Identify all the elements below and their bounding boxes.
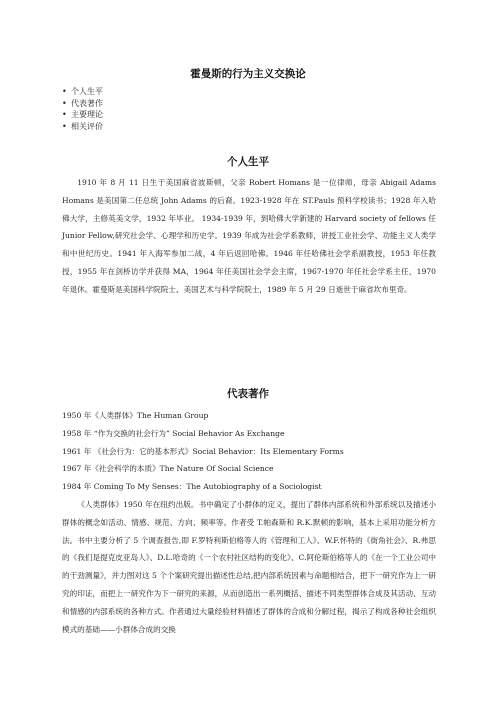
- document-title: 霍曼斯的行为主义交换论: [190, 68, 306, 80]
- toc-item-label: 主要理论: [71, 110, 103, 119]
- bullet-icon: •: [62, 121, 67, 131]
- works-list-item: 1984 年 Coming To My Senses：The Autobiography of a Sociologist: [62, 482, 322, 492]
- works-list-item: 1958 年 “作为交换的社会行为” Social Behavior As Exchange: [62, 428, 285, 438]
- toc-item-theory[interactable]: [62, 109, 103, 121]
- toc-item-works[interactable]: [62, 98, 103, 110]
- works-description-paragraph: 《人类群体》1950 年在纽约出版。书中确定了小群体的定义，提出了群体内部系统和外部系统以及描述小群体的概念如活动、情感、规范、方向、频率等。作者受 T.帕森斯和 R.K.默顿的影响，基本上采用功能分析方法。书中主要分析了 5 个调查报告,即 F.罗特利斯伯格等人的《管理和工人》、W.F.怀特的《街角社会》、R.弗思的《我们是提克皮亚岛人》、D.L.哈奇的《一个农村社区结构的变化》、C.阿伦斯伯格等人的《在一个工业公司中的干劲测量》，并力图对这 5 个个案研究提出描述性总结,把内部系统因素与命题相结合，把下一研究作为上一研究的印证，而把上一研究作为下一研究的来源，从而创造出一系列概括、描述不同类型群体合成及其活动、互动和情感的内部系统的各种方式。作者通过大量经验材料描述了群体的合成和分解过程，揭示了构成各种社会组织模式的基础——小群体合成的交换: [62, 500, 436, 634]
- toc-item-label: 相关评价: [71, 121, 103, 131]
- table-of-contents: [62, 86, 103, 132]
- bullet-icon: •: [62, 87, 67, 96]
- bullet-icon: •: [62, 98, 67, 108]
- section-heading-biography: 个人生平: [227, 156, 269, 168]
- toc-item-label: 代表著作: [71, 98, 103, 108]
- toc-item-biography[interactable]: [62, 86, 103, 98]
- works-list-item: 1961 年 《社会行为：它的基本形式》Social Behavior：Its Elementary Forms: [62, 446, 344, 456]
- section-heading-works: 代表著作: [227, 388, 269, 400]
- works-list-item: 1950 年《人类群体》The Human Group: [62, 411, 209, 420]
- toc-item-evaluation[interactable]: [62, 121, 103, 133]
- bullet-icon: •: [62, 110, 67, 119]
- biography-paragraph: 1910 年 8 月 11 日生于美国麻省波斯顿，父亲 Robert Homans 是一位律师，母亲 Abigail Adams Homans 是美国第二任总统 John Adams 的后裔。1923-1928 年在 ST.Pauls 预科学校读书；1928 年入哈佛大学，主修英美文学，1932 年毕业。 1934-1939 年，到哈佛大学新建的 Harvard society of fellows 任 Junior Fellow,研究社会学、心理学和历史学。1939 年成为社会学系教师，讲授工业社会学、功能主义人类学和中世纪历史。1941 年入海军参加二战，4 年后返回哈佛。1946 年任哈佛社会学系副教授，1953 年任教授，1955 年在剑桥访学并获得 MA，1964 年任美国社会学会主席，1967-1970 年任社会学系主任，1970 年退休。霍曼斯是美国科学院院士、美国艺术与科学院院士，1989 年 5 月 29 日逝世于麻省坎布里奇。: [62, 178, 436, 294]
- toc-item-label: 个人生平: [71, 87, 103, 96]
- works-list: [62, 407, 344, 496]
- works-list-item: 1967 年《社会科学的本质》The Nature Of Social Science: [62, 464, 274, 474]
